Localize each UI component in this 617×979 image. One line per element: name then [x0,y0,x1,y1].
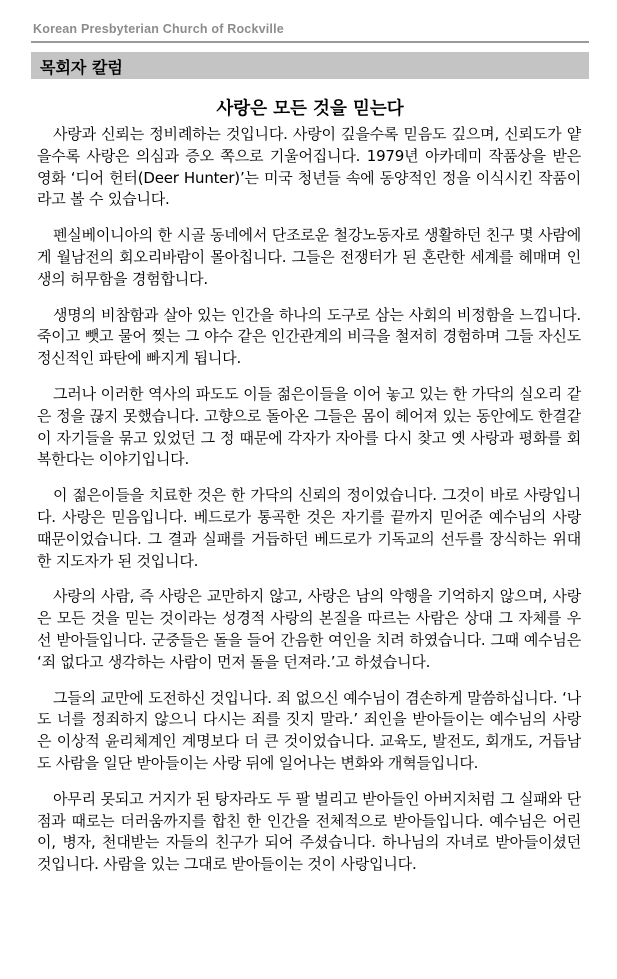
section-label: 목회자 칼럼 [40,58,123,77]
paragraph: 펜실베이니아의 한 시골 동네에서 단조로운 철강노동자로 생활하던 친구 몇 사람에게 월남전의 회오리바람이 몰아칩니다. 그들은 전쟁터가 된 혼란한 세계를 헤매며 인생의 허무함을 경험합니다. [37,226,581,288]
church-name: Korean Presbyterian Church of Rockville [33,22,284,36]
paragraph: 그들의 교만에 도전하신 것입니다. 죄 없으신 예수님이 겸손하게 말씀하십니다. ‘나도 너를 정죄하지 않으니 다시는 죄를 짓지 말라.’ 죄인을 받아들이는 예수님의 사랑은 이상적 윤리체계인 계명보다 더 큰 것이었습니다. 교육도, 발전도, 회개도, 거듭남도 사람을 일단 받아들이는 사랑 뒤에 일어나는 변화와 개혁들입니다. [37,688,581,772]
paragraph: 이 젊은이들을 치료한 것은 한 가닥의 신뢰의 정이었습니다. 그것이 바로 사랑입니다. 사랑은 믿음입니다. 베드로가 통곡한 것은 자기를 끝까지 믿어준 예수님의 사랑 때문이었습니다. 그 결과 실패를 거듭하던 베드로가 기독교의 선두를 장식하는 위대한 지도자가 된 것입니다. [37,486,581,570]
paragraph: 그러나 이러한 역사의 파도도 이들 젊은이들을 이어 놓고 있는 한 가닥의 실오리 같은 정을 끊지 못했습니다. 고향으로 돌아온 그들은 몸이 헤어져 있는 동안에도 한결같이 자기들을 묶고 있었던 그 정 때문에 각자가 자아를 다시 찾고 옛 사랑과 평화를 회복한다는 이야기입니다. [37,384,581,469]
article-title: 사랑은 모든 것을 믿는다 [216,99,404,119]
church-name-header [31,20,589,43]
section-bar [31,52,589,79]
paragraph: 생명의 비참함과 살아 있는 인간을 하나의 도구로 삼는 사회의 비정함을 느낍니다. 죽이고 뺏고 물어 찢는 그 야수 같은 인간관계의 비극을 철저히 경험하며 그들 자신도 정신적인 파탄에 빠지게 됩니다. [37,305,581,368]
paragraph: 사랑과 신뢰는 정비례하는 것입니다. 사랑이 깊을수록 믿음도 깊으며, 신뢰도가 얕을수록 사랑은 의심과 증오 쪽으로 기울어집니다. 1979년 아카데미 작품상을 받은 영화 ‘디어 헌터(Deer Hunter)’는 미국 청년들 속에 동양적인 정을 이식시킨 작품이라고 볼 수 있습니다. [37,125,581,209]
article-body [37,124,581,890]
paragraph: 사랑의 사람, 즉 사랑은 교만하지 않고, 사랑은 남의 악행을 기억하지 않으며, 사랑은 모든 것을 믿는 것이라는 성경적 사랑의 본질을 따르는 사람은 상대 그 자체를 우선 받아들입니다. 군중들은 돌을 들어 간음한 여인을 치려 하였습니다. 그때 예수님은 ‘죄 없다고 생각하는 사람이 먼저 돌을 던져라.’고 하셨습니다. [37,587,581,671]
paragraph: 아무리 못되고 거지가 된 탕자라도 두 팔 벌리고 받아들인 아버지처럼 그 실패와 단점과 때로는 더러움까지를 합친 한 인간을 전체적으로 받아들입니다. 예수님은 어린이, 병자, 천대받는 자들의 친구가 되어 주셨습니다. 하나님의 자녀로 받아들이셨던 것입니다. 사람을 있는 그대로 받아들이는 것이 사랑입니다. [37,789,581,874]
